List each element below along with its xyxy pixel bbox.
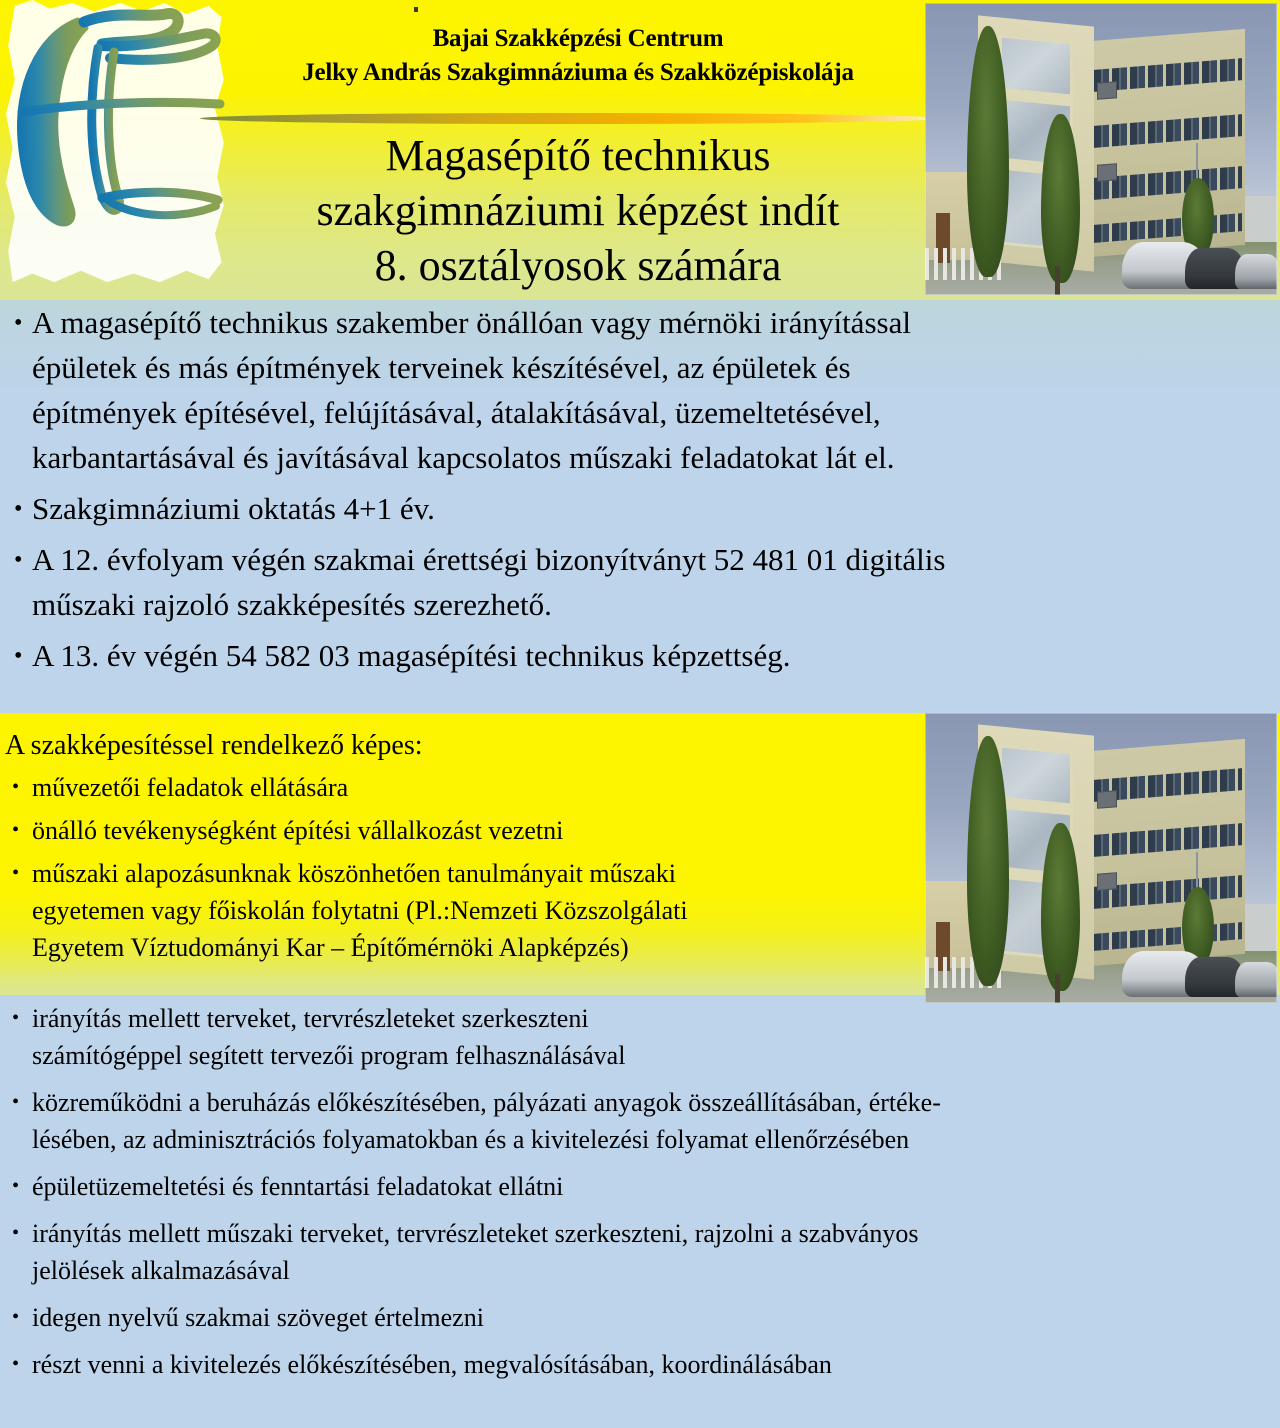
bullet-line: • idegen nyelvű szakmai szöveget értelmezni [32, 1303, 484, 1332]
list-item [0, 486, 1280, 531]
bullet-line: egyetemen vagy főiskolán folytatni (Pl.:Nemzeti Közszolgálati [32, 896, 688, 925]
bullet-line: • közreműködni a beruházás előkészítésében, pályázati anyagok összeállításában, értéke- [32, 1088, 941, 1117]
list-item [0, 769, 925, 806]
bullet-line: • művezetői feladatok ellátására [32, 773, 349, 802]
school-building-photo-bottom [925, 713, 1277, 1003]
upper-bullet-list [0, 300, 1280, 678]
bullet-line: lésében, az adminisztrációs folyamatokban és a kivitelezési folyamat ellenőrzésében [32, 1125, 910, 1154]
photo-ac-unit [1097, 791, 1117, 809]
bullet-line: • A magasépítő technikus szakember önállóan vagy mérnöki irányítással [32, 305, 911, 340]
list-item [0, 1215, 1280, 1289]
photo-ac-unit [1097, 163, 1117, 181]
photo-tree-trunk [1055, 974, 1060, 1003]
competencies-section [0, 1000, 1280, 1428]
list-item [0, 633, 1280, 678]
list-item [0, 1299, 1280, 1336]
bullet-line: • önálló tevékenységként építési vállalkozást vezetni [32, 816, 564, 845]
list-item [0, 855, 925, 966]
school-name-line-1: Bajai Szakképzési Centrum [432, 25, 724, 52]
list-item [0, 812, 925, 849]
logo-monogram-icon [6, 0, 226, 285]
bullet-line: • Szakgimnáziumi oktatás 4+1 év. [32, 491, 435, 526]
photo-tree-trunk [1055, 266, 1060, 295]
photo-ac-unit [1097, 872, 1117, 890]
bullet-line: karbantartásával és javításával kapcsolatos műszaki feladatokat lát el. [32, 440, 895, 475]
lower-bullet-list [0, 1000, 1280, 1383]
title-line-3: 8. osztályosok számára [374, 241, 782, 290]
bullet-line: épületek és más építmények terveinek készítésével, az épületek és [32, 350, 851, 385]
school-name-line-2: Jelky András Szakgimnáziuma és Szakközépiskolája [302, 59, 854, 86]
list-item [0, 1000, 1280, 1074]
photo-tree [1041, 114, 1080, 283]
program-description-section [0, 300, 1280, 712]
bullet-line: műszaki rajzoló szakképesítés szerezhető. [32, 587, 552, 622]
school-name-block [228, 22, 928, 90]
bullet-line: építmények építésével, felújításával, átalakításával, üzemeltetésével, [32, 395, 881, 430]
school-logo [6, 0, 226, 285]
bullet-line: • műszaki alapozásunknak köszönhetően tanulmányait műszaki [32, 859, 677, 888]
school-building-photo-top [925, 3, 1277, 295]
header-divider-rule [200, 113, 940, 124]
skills-heading: A szakképesítéssel rendelkező képes: [5, 730, 423, 761]
bullet-line: • épületüzemeltetési és fenntartási feladatokat ellátni [32, 1172, 564, 1201]
list-item [0, 1346, 1280, 1383]
bullet-line: • irányítás mellett terveket, tervrészleteket szerkeszteni [32, 1004, 589, 1033]
dot-artifact [414, 7, 418, 12]
bullet-line: Egyetem Víztudományi Kar – Építőmérnöki Alapképzés) [32, 933, 629, 962]
list-item [0, 537, 1280, 627]
photo-car [1235, 962, 1277, 997]
bullet-line: • irányítás mellett műszaki terveket, tervrészleteket szerkeszteni, rajzolni a szabványos [32, 1219, 919, 1248]
skills-content [0, 713, 925, 972]
bullet-line: • A 12. évfolyam végén szakmai érettségi bizonyítványt 52 481 01 digitális [32, 542, 946, 577]
photo-ac-unit [1097, 81, 1117, 99]
title-line-1: Magasépítő technikus [385, 131, 771, 180]
bullet-line: • A 13. év végén 54 582 03 magasépítési technikus képzettség. [32, 638, 791, 673]
page-title [228, 128, 928, 293]
slide-header [0, 0, 1280, 300]
list-item [0, 1168, 1280, 1205]
list-item [0, 1084, 1280, 1158]
skills-bullet-list [0, 769, 925, 966]
photo-car [1235, 254, 1277, 289]
title-line-2: szakgimnáziumi képzést indít [316, 186, 840, 235]
photo-tree [1041, 823, 1080, 991]
bullet-line: • részt venni a kivitelezés előkészítésében, megvalósításában, koordinálásában [32, 1350, 832, 1379]
bullet-line: számítógéppel segített tervezői program felhasználásával [32, 1041, 626, 1070]
bullet-line: jelölések alkalmazásával [32, 1256, 290, 1285]
list-item [0, 300, 1280, 480]
